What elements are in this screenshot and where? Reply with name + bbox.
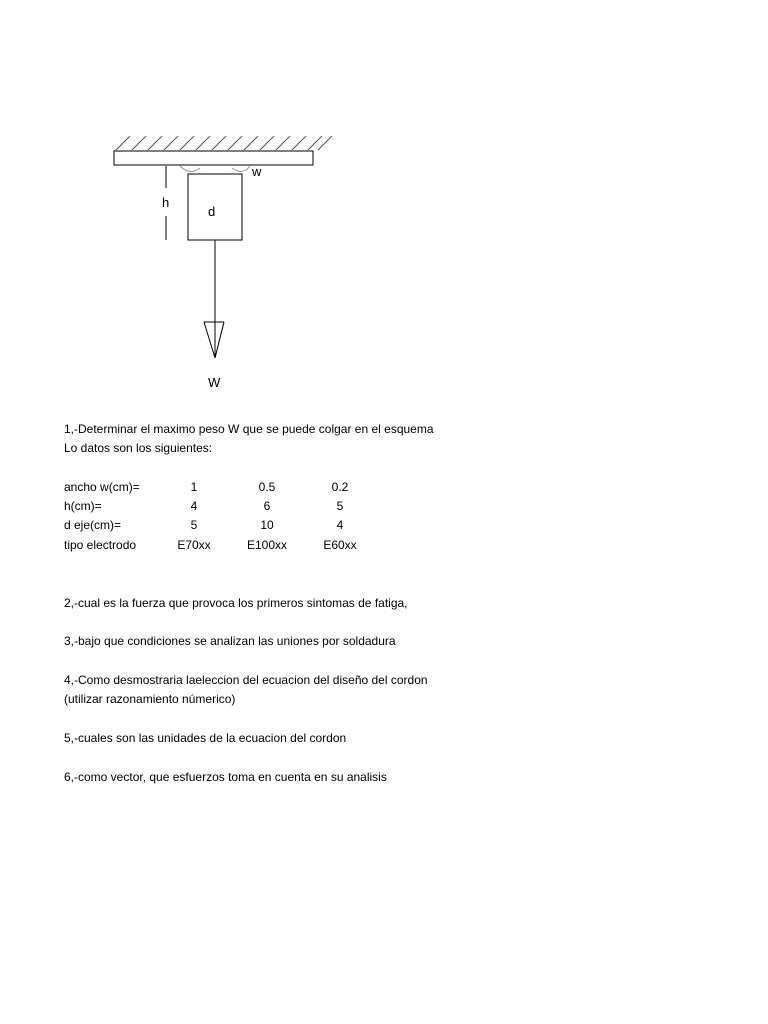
table-cell: 0.2 <box>331 480 349 494</box>
row-label: ancho w(cm)= <box>64 480 140 494</box>
weld-bead-right <box>232 166 250 172</box>
row-label: h(cm)= <box>64 499 102 513</box>
table-cell: 5 <box>336 499 344 513</box>
question-4-line-2: (utilizar razonamiento númerico) <box>64 692 236 706</box>
question-2: 2,-cual es la fuerza que provoca los primeros sintomas de fatiga, <box>64 596 408 610</box>
row-label: d eje(cm)= <box>64 518 122 532</box>
load-W-label: W <box>208 375 221 390</box>
table-cell: 1 <box>190 480 198 494</box>
table-cell: 6 <box>263 499 271 513</box>
h-label: h <box>162 195 170 210</box>
row-label: tipo electrodo <box>64 538 137 552</box>
table-cell: 5 <box>190 518 198 532</box>
d-label: d <box>208 204 216 219</box>
question-3: 3,-bajo que condiciones se analizan las uniones por soldadura <box>64 634 396 648</box>
question-5: 5,-cuales son las unidades de la ecuacion del cordon <box>64 731 347 745</box>
question-1-line-1: 1,-Determinar el maximo peso W que se puede colgar en el esquema <box>64 422 434 436</box>
load-arrow-icon <box>204 322 224 358</box>
ceiling-hatching <box>116 136 332 150</box>
weld-bead <box>180 166 200 172</box>
table-cell: 0.5 <box>258 480 276 494</box>
support-plate <box>114 151 313 165</box>
table-cell: E70xx <box>177 538 211 552</box>
welded-hanger-diagram <box>0 0 768 400</box>
table-cell: 10 <box>260 518 274 532</box>
table-cell: E60xx <box>323 538 357 552</box>
table-cell: E100xx <box>246 538 288 552</box>
question-4-line-1: 4,-Como desmostraria laeleccion del ecuacion del diseño del cordon <box>64 673 428 687</box>
table-cell: 4 <box>190 499 198 513</box>
weld-width-label: w <box>252 164 262 179</box>
question-6: 6,-como vector, que esfuerzos toma en cuenta en su analisis <box>64 770 387 784</box>
question-1-line-2: Lo datos son los siguientes: <box>64 441 213 455</box>
table-cell: 4 <box>336 518 344 532</box>
